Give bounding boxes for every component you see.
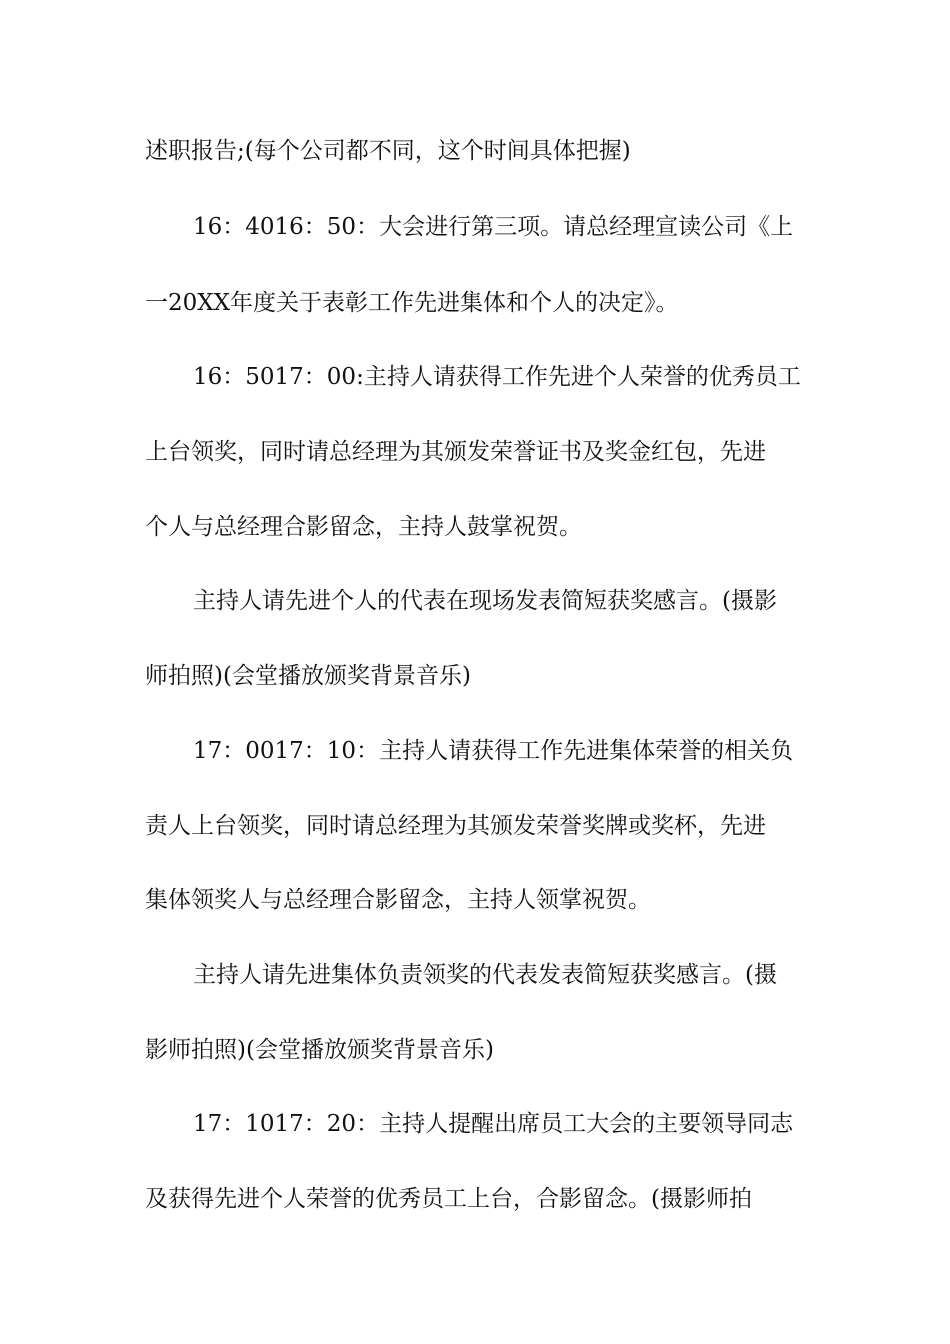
text-line-14: 17：1017：20：主持人提醒出席员工大会的主要领导同志 — [193, 1111, 794, 1137]
text-line-4: 16：5017：00:主持人请获得工作先进个人荣誉的优秀员工 — [193, 364, 801, 390]
text-line-10: 责人上台领奖，同时请总经理为其颁发荣誉奖牌或奖杯，先进 — [145, 813, 766, 839]
text-line-15: 及获得先进个人荣誉的优秀员工上台，合影留念。(摄影师拍 — [145, 1186, 752, 1212]
text-line-11: 集体领奖人与总经理合影留念，主持人领掌祝贺。 — [145, 887, 651, 913]
text-line-8: 师拍照)(会堂播放颁奖背景音乐) — [145, 663, 471, 689]
text-line-5: 上台领奖，同时请总经理为其颁发荣誉证书及奖金红包，先进 — [145, 439, 766, 465]
text-line-9: 17：0017：10：主持人请获得工作先进集体荣誉的相关负 — [193, 738, 794, 764]
text-line-6: 个人与总经理合影留念，主持人鼓掌祝贺。 — [145, 514, 582, 540]
text-line-2: 16：4016：50：大会进行第三项。请总经理宣读公司《上 — [193, 214, 794, 240]
text-line-12: 主持人请先进集体负责领奖的代表发表简短获奖感言。(摄 — [193, 962, 777, 988]
text-line-3: 一20XX年度关于表彰工作先进集体和个人的决定》。 — [145, 290, 679, 316]
text-line-7: 主持人请先进个人的代表在现场发表简短获奖感言。(摄影 — [193, 588, 777, 614]
text-line-13: 影师拍照)(会堂播放颁奖背景音乐) — [145, 1037, 494, 1063]
text-line-1: 述职报告;(每个公司都不同，这个时间具体把握) — [145, 138, 631, 164]
